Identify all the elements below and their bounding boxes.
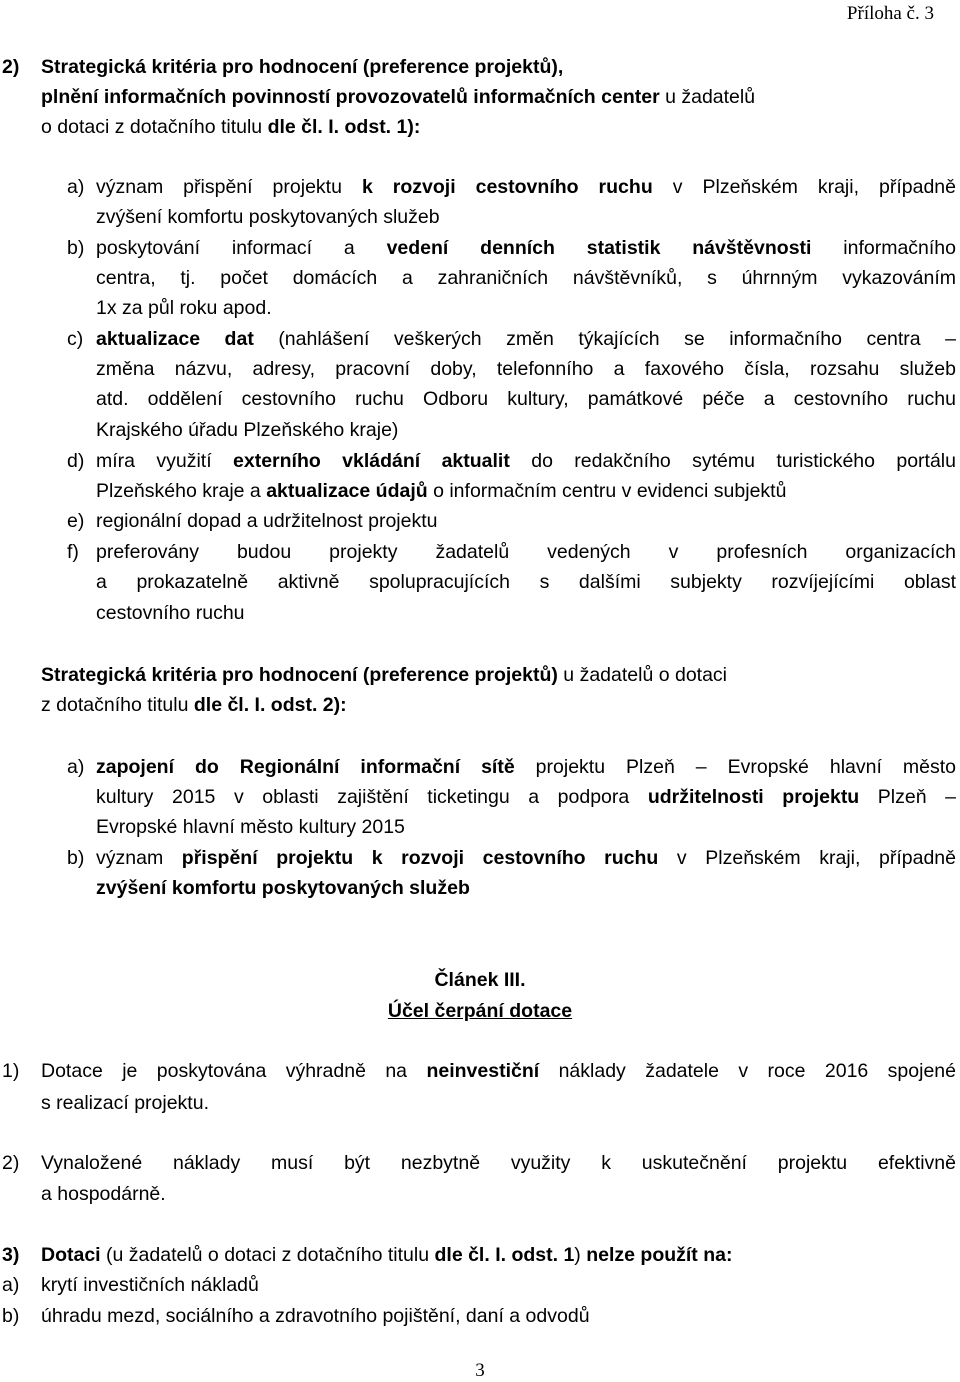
text-line [96,175,956,199]
text-line [96,540,956,564]
text-run: neinvestiční [426,1060,540,1082]
article-heading: Článek III. [434,969,526,991]
item-label: a) [67,756,85,778]
text-run: dle čl. I. odst. 1 [434,1244,575,1266]
item-label: 3) [2,1244,20,1266]
text-run: Strategická kritéria pro hodnocení (preference projektů) [41,664,558,686]
text-run: dle čl. I. odst. 2): [193,694,347,716]
text-line [96,509,437,533]
item-label: b) [67,847,85,869]
text-run: Strategická kritéria pro hodnocení (preference projektů), [41,56,564,78]
text-run: u žadatelů o dotaci [557,664,728,686]
text-line [96,815,405,839]
text-run: význam přispění projektu [96,176,362,198]
text-run: o dotaci z dotačního titulu [41,116,268,138]
item-label: e) [67,510,85,532]
text-run: vedení denních statistik návštěvnosti [386,237,812,259]
text-run: regionální dopad a udržitelnost projektu [96,510,438,532]
text-run: centra, tj. počet domácích a zahraničních návštěvníků, s úhrnným vykazováním [96,267,956,289]
text-run: atd. oddělení cestovního ruchu Odboru kultury, památkové péče a cestovního ruchu [96,388,956,410]
article-subheading: Účel čerpání dotace [387,1000,573,1022]
text-run: Vynaložené náklady musí být nezbytně využity k uskutečnění projektu efektivně [41,1152,956,1174]
item-label: f) [67,541,79,563]
text-line [41,1151,956,1175]
text-line [41,1091,209,1115]
text-line [96,357,956,381]
text-line [41,55,563,79]
item-label: 1) [2,1060,20,1082]
text-run: a prokazatelně aktivně spolupracujících s dalšími subjekty rozvíjejícími oblast [96,571,956,593]
text-line [96,236,956,260]
text-run: (nahlášení veškerých změn týkajících se informačního centra – [253,328,956,350]
text-line [96,601,245,625]
text-run: plnění informačních povinností provozovatelů informačních center [41,86,660,108]
text-run: Evropské hlavní město kultury 2015 [96,816,405,838]
text-line [96,418,398,442]
item-label: b) [67,237,85,259]
exclusion-text: úhradu mezd, sociálního a zdravotního pojištění, daní a odvodů [41,1305,590,1327]
text-run: o informačním centru v evidenci subjektů [427,480,787,502]
text-line [96,570,956,594]
text-line [41,1243,732,1267]
text-run: k rozvoji cestovního ruchu [361,176,653,198]
text-run: aktualizace údajů [266,480,428,502]
text-run: Dotace je poskytována výhradně na [41,1060,427,1082]
text-run: informačního [811,237,956,259]
text-run: s realizací projektu. [41,1092,209,1114]
text-line [41,115,420,139]
text-run: externího vkládání aktualit [233,450,510,472]
text-line [96,876,470,900]
text-line [96,266,956,290]
text-run: zvýšení komfortu poskytovaných služeb [96,206,440,228]
text-run: do redakčního sytému turistického portálu [509,450,956,472]
text-run: a hospodárně. [41,1183,166,1205]
text-line [41,663,727,687]
text-run: preferovány budou projekty žadatelů vedených v profesních organizacích [96,541,956,563]
section-number: 2) [2,56,20,78]
text-line [96,296,272,320]
text-line [41,693,347,717]
text-run: Plzeňského kraje a [96,480,267,502]
text-run: zapojení do Regionální informační sítě [96,756,515,778]
text-line [96,785,956,809]
text-run: poskytování informací a [96,237,387,259]
text-line [41,1059,956,1083]
text-line [41,1182,166,1206]
text-run: Krajského úřadu Plzeňského kraje) [96,419,399,441]
item-label: b) [2,1305,20,1327]
text-line [96,755,956,779]
text-run: nelze použít na: [586,1244,733,1266]
text-run: aktualizace dat [96,328,254,350]
item-label: a) [2,1274,20,1296]
text-run: význam [96,847,182,869]
text-line [96,449,956,473]
item-label: a) [67,176,85,198]
text-run: zvýšení komfortu poskytovaných služeb [96,877,470,899]
text-run: z dotačního titulu [41,694,194,716]
text-line [96,479,786,503]
text-run: Plzeň – [859,786,956,808]
text-run: v Plzeňském kraji, případně [652,176,956,198]
text-line [96,387,956,411]
text-run: u žadatelů [659,86,756,108]
text-run: přispění projektu k rozvoji cestovního ruchu [181,847,659,869]
text-line [96,327,956,351]
text-run: udržitelnosti projektu [647,786,860,808]
text-line [96,205,440,229]
text-run: dle čl. I. odst. 1): [267,116,421,138]
text-line [41,85,755,109]
text-line [96,846,956,870]
item-label: 2) [2,1152,20,1174]
text-run: míra využití [96,450,234,472]
item-label: d) [67,450,85,472]
text-run: cestovního ruchu [96,602,245,624]
text-run: ) [574,1244,587,1266]
page-number: 3 [475,1360,485,1381]
text-run: Dotaci [41,1244,101,1266]
item-label: c) [67,328,84,350]
text-run: v Plzeňském kraji, případně [658,847,956,869]
text-run: 1x za půl roku apod. [96,297,272,319]
text-run: (u žadatelů o dotaci z dotačního titulu [100,1244,435,1266]
exclusion-text: krytí investičních nákladů [41,1274,259,1296]
text-run: projektu Plzeň – Evropské hlavní město [514,756,956,778]
text-run: kultury 2015 v oblasti zajištění ticketingu a podpora [96,786,648,808]
attachment-label: Příloha č. 3 [846,3,934,24]
text-run: náklady žadatele v roce 2016 spojené [539,1060,956,1082]
text-run: změna názvu, adresy, pracovní doby, telefonního a faxového čísla, rozsahu služeb [96,358,956,380]
